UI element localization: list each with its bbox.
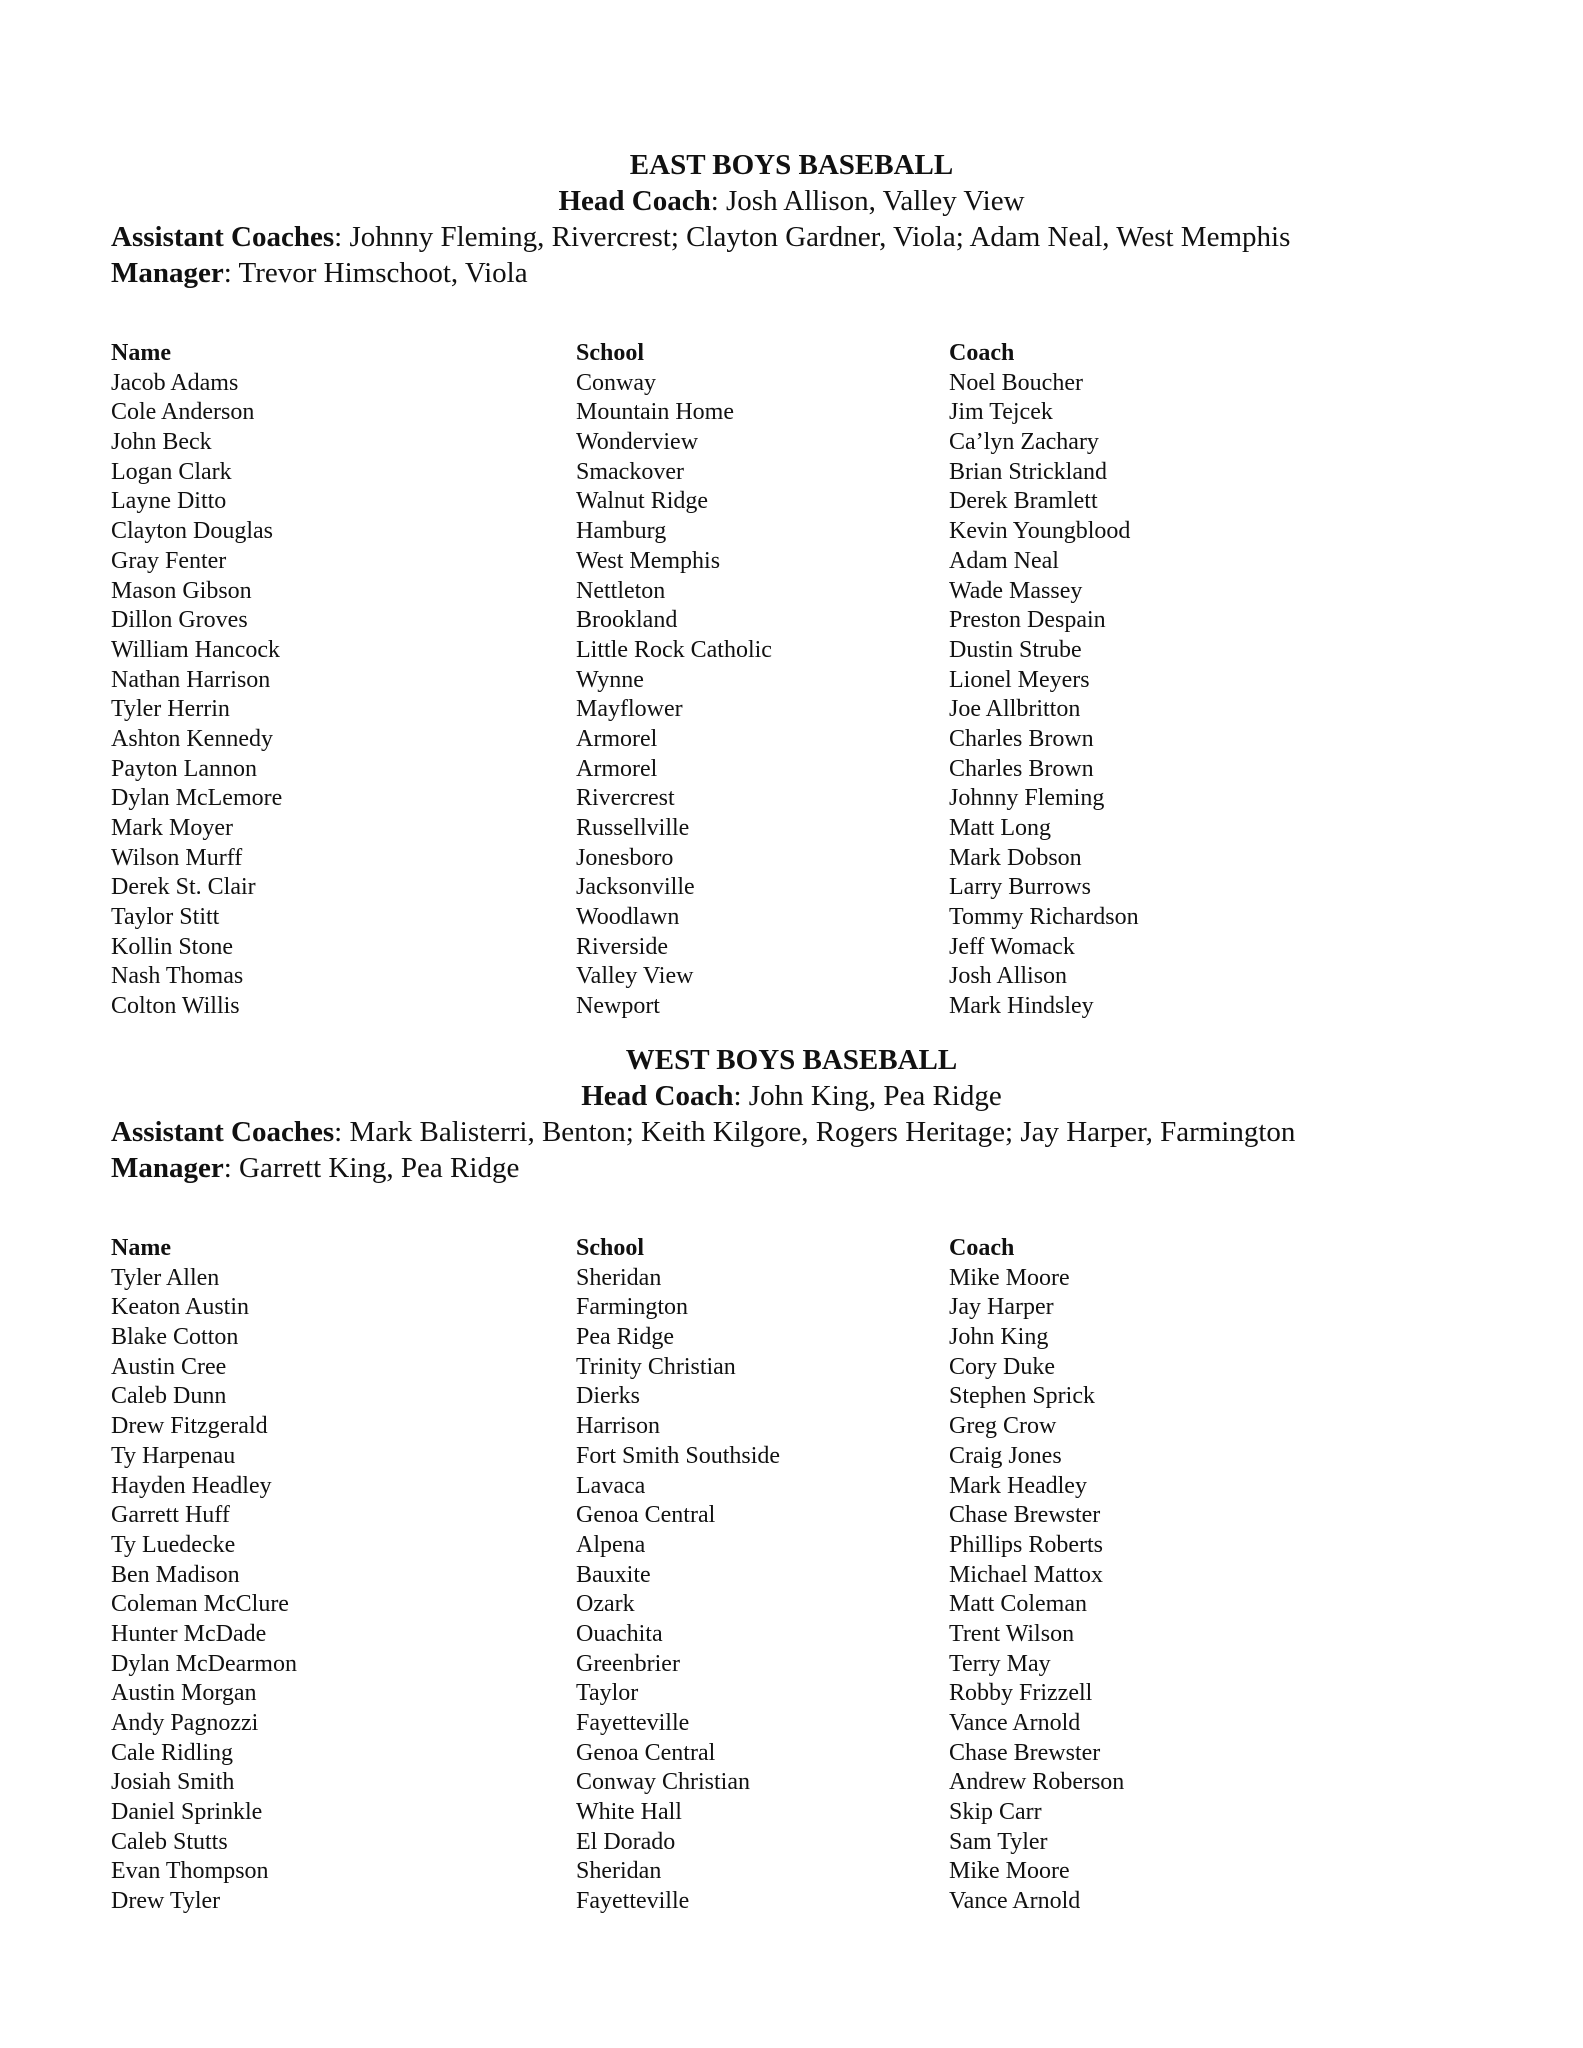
west-player-name: Garrett Huff (111, 1502, 230, 1529)
west-player-school: Sheridan (576, 1264, 662, 1291)
west-player-name: Blake Cotton (111, 1324, 239, 1351)
west-player-name: Drew Tyler (111, 1888, 221, 1915)
west-player-school: Trinity Christian (576, 1353, 736, 1380)
west-assistant-coaches-line (111, 1114, 1583, 1150)
east-player-school: Valley View (576, 963, 694, 990)
east-player-name: Nathan Harrison (111, 666, 271, 693)
east-player-school: Smackover (576, 458, 684, 485)
east-player-school: Walnut Ridge (576, 488, 709, 515)
west-player-coach: Andrew Roberson (949, 1769, 1125, 1796)
east-school-header: School (576, 340, 645, 366)
east-manager-value: : Trevor Himschoot, Viola (223, 257, 528, 289)
east-player-school: Conway (576, 369, 656, 396)
east-player-coach: Mark Dobson (949, 844, 1082, 871)
west-school-header: School (576, 1235, 645, 1261)
east-coach-column (949, 339, 1139, 1022)
east-player-name: Kollin Stone (111, 933, 234, 960)
west-player-name: Cale Ridling (111, 1739, 233, 1766)
west-player-school: Fayetteville (576, 1710, 690, 1736)
east-player-name: Mason Gibson (111, 577, 252, 604)
east-player-coach: Tommy Richardson (949, 904, 1139, 931)
west-player-name: Austin Cree (111, 1353, 227, 1380)
east-player-name: Derek St. Clair (111, 874, 256, 901)
west-player-name: Dylan McDearmon (111, 1650, 297, 1677)
east-player-school: Russellville (576, 815, 690, 841)
east-head-coach-label: Head Coach (558, 185, 711, 217)
east-player-name: Cole Anderson (111, 399, 255, 426)
west-player-school: Dierks (576, 1383, 640, 1410)
east-player-school: Mayflower (576, 696, 683, 723)
west-player-coach: Vance Arnold (949, 1710, 1081, 1736)
west-player-school: Genoa Central (576, 1739, 716, 1766)
east-head-coach-line (0, 183, 1583, 219)
west-manager-label: Manager (111, 1152, 224, 1184)
west-player-coach: Robby Frizzell (949, 1680, 1093, 1707)
west-head-coach-line (0, 1078, 1583, 1114)
east-player-coach: Matt Long (949, 815, 1051, 841)
east-player-coach: Charles Brown (949, 725, 1094, 752)
east-assistant-coaches-line (111, 219, 1583, 255)
west-player-name: Andy Pagnozzi (111, 1710, 259, 1736)
east-player-school: Armorel (576, 725, 658, 752)
east-player-coach: Jeff Womack (949, 933, 1075, 960)
west-player-coach: Jay Harper (949, 1294, 1054, 1321)
west-player-name: Ty Harpenau (111, 1442, 236, 1469)
west-player-school: Greenbrier (576, 1650, 680, 1677)
west-player-name: Keaton Austin (111, 1294, 249, 1321)
east-player-name: Dillon Groves (111, 607, 248, 634)
east-player-name: Layne Ditto (111, 488, 227, 515)
east-player-coach: Mark Hindsley (949, 993, 1094, 1020)
east-player-coach: Charles Brown (949, 755, 1094, 782)
east-player-school: West Memphis (576, 547, 721, 574)
west-player-coach: Chase Brewster (949, 1502, 1101, 1529)
east-coach-header: Coach (949, 340, 1015, 366)
west-player-school: Harrison (576, 1413, 660, 1440)
west-player-school: Pea Ridge (576, 1324, 674, 1351)
east-player-school: Hamburg (576, 518, 667, 545)
west-player-school: Alpena (576, 1531, 646, 1558)
east-player-school: Nettleton (576, 577, 666, 604)
west-player-coach: Matt Coleman (949, 1591, 1087, 1618)
west-player-school: Sheridan (576, 1858, 662, 1885)
east-player-name: Ashton Kennedy (111, 725, 273, 752)
east-player-name: Dylan McLemore (111, 785, 283, 812)
east-name-column (111, 339, 282, 1022)
west-player-name: Caleb Stutts (111, 1828, 228, 1855)
west-player-coach: Mike Moore (949, 1264, 1070, 1291)
east-school-column (576, 339, 772, 1022)
east-player-name: Payton Lannon (111, 755, 257, 782)
west-player-school: Ozark (576, 1591, 635, 1618)
east-player-name: Clayton Douglas (111, 518, 273, 545)
east-assistant-coaches-label: Assistant Coaches (111, 221, 335, 253)
west-assistant-coaches-label: Assistant Coaches (111, 1116, 335, 1148)
west-player-school: Farmington (576, 1294, 688, 1321)
west-player-name: Hunter McDade (111, 1620, 267, 1647)
east-team-title: EAST BOYS BASEBALL (629, 149, 954, 181)
west-manager-value: : Garrett King, Pea Ridge (223, 1152, 520, 1184)
east-player-coach: Jim Tejcek (949, 399, 1053, 426)
west-player-coach: Mike Moore (949, 1858, 1070, 1885)
west-name-column (111, 1234, 297, 1917)
west-player-name: Caleb Dunn (111, 1383, 227, 1410)
east-player-coach: Larry Burrows (949, 874, 1091, 901)
west-player-school: White Hall (576, 1799, 682, 1826)
east-team-section (0, 148, 1583, 1020)
east-player-coach: Wade Massey (949, 577, 1083, 604)
west-coach-header: Coach (949, 1235, 1015, 1261)
east-player-name: Taylor Stitt (111, 904, 220, 931)
west-player-name: Josiah Smith (111, 1769, 235, 1796)
west-player-school: Genoa Central (576, 1502, 716, 1529)
west-player-coach: Stephen Sprick (949, 1383, 1095, 1410)
west-team-title: WEST BOYS BASEBALL (625, 1044, 958, 1076)
west-player-name: Austin Morgan (111, 1680, 257, 1707)
east-player-school: Wynne (576, 666, 644, 693)
west-player-school: Fort Smith Southside (576, 1442, 781, 1469)
east-player-coach: Preston Despain (949, 607, 1106, 634)
west-player-coach: Skip Carr (949, 1799, 1042, 1826)
west-player-school: Bauxite (576, 1561, 651, 1588)
east-player-name: Mark Moyer (111, 815, 233, 841)
east-player-coach: Derek Bramlett (949, 488, 1098, 515)
east-player-name: Jacob Adams (111, 369, 239, 396)
west-player-coach: Michael Mattox (949, 1561, 1103, 1588)
east-manager-label: Manager (111, 257, 224, 289)
east-player-name: William Hancock (111, 636, 280, 663)
east-player-coach: Johnny Fleming (949, 785, 1105, 812)
west-player-name: Tyler Allen (111, 1264, 220, 1291)
west-player-coach: Vance Arnold (949, 1888, 1081, 1915)
east-player-school: Woodlawn (576, 904, 680, 931)
east-player-coach: Adam Neal (949, 547, 1059, 574)
east-head-coach-value: : Josh Allison, Valley View (710, 185, 1025, 217)
east-assistant-coaches-value: : Johnny Fleming, Rivercrest; Clayton Gardner, Viola; Adam Neal, West Memphis (334, 221, 1291, 253)
west-player-coach: Trent Wilson (949, 1620, 1075, 1647)
east-player-school: Brookland (576, 607, 678, 634)
west-player-school: Fayetteville (576, 1888, 690, 1915)
west-player-coach: Sam Tyler (949, 1828, 1048, 1855)
west-player-school: Taylor (576, 1680, 639, 1707)
east-player-name: Tyler Herrin (111, 696, 230, 723)
west-player-name: Coleman McClure (111, 1591, 289, 1618)
east-player-name: Wilson Murff (111, 844, 243, 871)
west-player-name: Daniel Sprinkle (111, 1799, 263, 1826)
east-player-name: John Beck (111, 429, 212, 456)
west-player-coach: Chase Brewster (949, 1739, 1101, 1766)
east-player-coach: Noel Boucher (949, 369, 1083, 396)
east-player-school: Jonesboro (576, 844, 674, 871)
east-player-school: Newport (576, 993, 660, 1020)
east-manager-line (111, 255, 1583, 291)
east-player-coach: Lionel Meyers (949, 666, 1090, 693)
west-player-coach: Craig Jones (949, 1442, 1062, 1469)
east-player-coach: Ca’lyn Zachary (949, 429, 1099, 456)
east-player-school: Armorel (576, 755, 658, 782)
west-assistant-coaches-value: : Mark Balisterri, Benton; Keith Kilgore, Rogers Heritage; Jay Harper, Farmington (334, 1116, 1296, 1148)
east-player-name: Colton Willis (111, 993, 240, 1020)
east-name-header: Name (111, 340, 171, 366)
east-player-school: Riverside (576, 933, 668, 960)
west-player-school: El Dorado (576, 1828, 676, 1855)
west-player-school: Conway Christian (576, 1769, 750, 1796)
west-player-coach: Terry May (949, 1650, 1051, 1677)
west-name-header: Name (111, 1235, 171, 1261)
west-player-coach: Cory Duke (949, 1353, 1055, 1380)
west-head-coach-label: Head Coach (581, 1080, 734, 1112)
west-player-name: Ben Madison (111, 1561, 240, 1588)
east-player-school: Mountain Home (576, 399, 734, 426)
west-player-name: Drew Fitzgerald (111, 1413, 268, 1440)
east-player-school: Wonderview (576, 429, 699, 456)
west-player-coach: John King (949, 1324, 1049, 1351)
west-player-school: Lavaca (576, 1472, 646, 1499)
west-manager-line (111, 1150, 1583, 1186)
east-player-coach: Josh Allison (949, 963, 1068, 990)
east-player-name: Gray Fenter (111, 547, 227, 574)
east-player-name: Nash Thomas (111, 963, 244, 990)
east-player-school: Little Rock Catholic (576, 636, 772, 663)
west-player-coach: Phillips Roberts (949, 1531, 1104, 1558)
east-player-coach: Joe Allbritton (949, 696, 1081, 723)
west-player-coach: Mark Headley (949, 1472, 1087, 1499)
east-player-school: Rivercrest (576, 785, 675, 812)
east-player-coach: Kevin Youngblood (949, 518, 1131, 545)
west-player-name: Evan Thompson (111, 1858, 269, 1885)
west-player-school: Ouachita (576, 1620, 663, 1647)
west-school-column (576, 1234, 780, 1917)
west-coach-column (949, 1234, 1124, 1917)
west-team-section (0, 1043, 1583, 1915)
west-head-coach-value: : John King, Pea Ridge (733, 1080, 1002, 1112)
east-player-coach: Dustin Strube (949, 636, 1082, 663)
west-player-coach: Greg Crow (949, 1413, 1057, 1440)
east-player-coach: Brian Strickland (949, 458, 1107, 485)
west-player-name: Ty Luedecke (111, 1531, 236, 1558)
west-player-name: Hayden Headley (111, 1472, 272, 1499)
east-player-name: Logan Clark (111, 458, 232, 485)
east-player-school: Jacksonville (576, 874, 695, 901)
